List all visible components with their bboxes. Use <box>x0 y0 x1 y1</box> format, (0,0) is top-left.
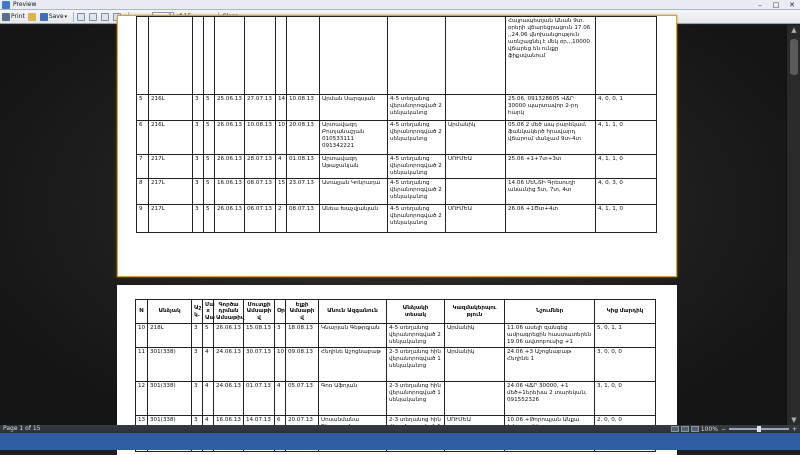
table-cell: 14.06 ՄեՆՏԻ Գրեսուղի անաւնից 5տ, 7տ, 4տ <box>506 179 596 205</box>
table-cell: 4-5 տեղանոց վերանորոգված 2 սենյականոց <box>388 121 446 155</box>
table-row <box>137 205 657 233</box>
print-label: Print <box>11 13 25 20</box>
table-cell: Ատալյան Կոնրադա <box>320 179 388 205</box>
table-cell <box>446 95 506 121</box>
table-cell: 26.06.13 <box>214 324 244 348</box>
table-cell: 05.07.13 <box>286 382 319 416</box>
scroll-up-icon[interactable]: ▲ <box>791 26 797 34</box>
column-header: Օր <box>275 300 286 324</box>
zoom-level: 100% <box>700 425 718 433</box>
table-cell: 25.06, 091328605 ՎՃՐ 30000 պարտավոր 2-րդ հարկ <box>506 95 596 121</box>
table-cell: Արմանիկ <box>445 348 505 382</box>
table-cell: 20.07.13 <box>286 416 319 452</box>
table-cell: 4, 0, 3, 0 <box>596 179 657 205</box>
table-cell: Անեա Խաչվյանյան <box>320 205 388 233</box>
open-button[interactable] <box>28 11 37 23</box>
table-cell <box>149 17 193 95</box>
table-cell: 3 <box>193 205 204 233</box>
page-view-icon <box>77 13 85 21</box>
status-bar <box>0 425 800 450</box>
table-cell: 5 <box>204 179 215 205</box>
table-cell: 217L <box>149 155 193 179</box>
table-cell <box>596 17 657 95</box>
column-header: Մա x Աա <box>203 300 214 324</box>
printer-icon <box>2 13 10 21</box>
table-cell: 14.07.13 <box>244 416 275 452</box>
column-header: Անձյակի տեսակ <box>387 300 445 324</box>
column-header: Նշումներ <box>505 300 595 324</box>
table-cell: Կնարյան Գեթրգյան <box>319 324 387 348</box>
table-cell: Արմանիկ <box>445 324 505 348</box>
table-cell: 11.06 ասելի զանգեց ամրագրեցին հաստատերեն 19.06 ավտոբուսից +1 <box>505 324 595 348</box>
table-cell <box>287 17 320 95</box>
table-cell: 218L <box>148 324 192 348</box>
close-window-button[interactable]: ✕ <box>789 1 795 9</box>
table-cell: 5 <box>204 155 215 179</box>
table-cell <box>276 17 287 95</box>
page-status: Page 1 of 15 <box>3 425 41 432</box>
table-cell: 06.07.13 <box>245 205 276 233</box>
table-row <box>136 348 656 382</box>
table-cell: 30.07.13 <box>244 348 275 382</box>
table-row <box>136 382 656 416</box>
column-header: Գործա դրման Ամսաթիվ <box>214 300 244 324</box>
data-table <box>136 16 657 233</box>
table-cell: 216L <box>149 121 193 155</box>
table-cell: 5 <box>203 324 214 348</box>
multi-page-icon[interactable] <box>681 426 689 432</box>
table-cell: 216L <box>149 95 193 121</box>
table-cell: Հեղինե Աշոցնաբաթ <box>319 348 387 382</box>
table-cell: 3 <box>193 121 204 155</box>
table-cell: 05.06 2 մեծ ապ բարեկամ, ֆանկակերծ հրավարդ վճարում մանչամ 9տ-4տ <box>506 121 596 155</box>
table-cell <box>446 179 506 205</box>
table-cell: 3, 0, 0, 0 <box>595 348 656 382</box>
table-cell: 11 <box>136 348 148 382</box>
title-bar <box>0 0 800 10</box>
table-cell: 24.06 ՎՃՐ 30000, +1 մեծ+1երեխա 2 տարեկան, 091552326 <box>505 382 595 416</box>
table-row <box>137 155 657 179</box>
table-cell: ՍՈՒՄԵԱ <box>446 205 506 233</box>
table-cell: 217L <box>149 179 193 205</box>
table-cell: 24.06.13 <box>214 348 244 382</box>
minimize-button[interactable]: – <box>758 1 762 9</box>
table-cell: 5 <box>204 121 215 155</box>
table-cell: 3 <box>192 348 203 382</box>
table-cell: 4-5 տեղանոց վերանորոգված 2 սենյականոց <box>388 179 446 205</box>
table-cell: 2-3 տեղանոց հին վերանորոգված 1 սենյականոց <box>387 382 445 416</box>
table-cell: 24.06 +3 Աշոցնաբաթ Հեղինե 1 <box>505 348 595 382</box>
floppy-icon <box>40 13 48 21</box>
table-cell: 4 <box>203 348 214 382</box>
table-cell: 3, 1, 0, 0 <box>595 382 656 416</box>
table-cell: 301(338) <box>148 382 192 416</box>
table-cell: 6 <box>137 121 149 155</box>
table-cell <box>193 17 204 95</box>
table-cell: 9 <box>137 205 149 233</box>
table-cell: 01.07.13 <box>244 382 275 416</box>
zoom-control <box>671 425 797 433</box>
table-row <box>137 121 657 155</box>
view-button-1[interactable] <box>77 11 86 23</box>
table-cell: 10 <box>136 324 148 348</box>
table-cell: 5 <box>204 95 215 121</box>
table-cell: 4 <box>275 382 286 416</box>
table-cell <box>215 17 245 95</box>
table-cell: Արմանիկ <box>446 121 506 155</box>
table-cell: 4 <box>276 155 287 179</box>
table-cell: 10.08.13 <box>245 121 276 155</box>
table-cell: 01.08.13 <box>287 155 320 179</box>
table-cell: 3 <box>193 95 204 121</box>
table-cell <box>204 17 215 95</box>
print-button[interactable] <box>2 11 25 23</box>
table-cell: 2-3 տեղանոց հին վերանորոգված 1 սենյականոց <box>387 348 445 382</box>
table-cell: Արման Սարգսյան <box>320 95 388 121</box>
table-cell: 3 <box>192 324 203 348</box>
table-cell: 3 <box>193 155 204 179</box>
zoom-in-icon[interactable]: + <box>791 425 797 433</box>
column-header: Կից մարդիկ <box>595 300 656 324</box>
zoom-fit-icon <box>101 13 109 21</box>
window-controls <box>752 0 800 10</box>
table-cell: 4-5 տեղանոց վերանորոգված 2 սենյականոց <box>388 205 446 233</box>
table-cell: Գոռ Աֆոյան <box>319 382 387 416</box>
table-cell: 2-3 տեղանոց հին <box>387 416 445 452</box>
table-cell: 24.06.13 <box>214 382 244 416</box>
table-row <box>137 95 657 121</box>
table-cell: 18.08.13 <box>286 324 319 348</box>
two-page-view-icon <box>89 13 97 21</box>
table-cell: 20.08.13 <box>287 121 320 155</box>
table-cell: 2, 0, 0, 0 <box>595 416 656 452</box>
table-cell: 6 <box>275 416 286 452</box>
table-cell: Արտավազդ Աթաջանյան <box>320 155 388 179</box>
table-cell: 4-5 տեղանոց վերանորոգված 2 սենյականոց <box>388 155 446 179</box>
column-header: Ելքի Ամսաթի վ <box>286 300 319 324</box>
save-label: Save <box>48 13 64 20</box>
table-cell: ՍՈՒՄԵԱ <box>445 416 505 452</box>
table-cell <box>245 17 276 95</box>
table-cell: Հայրապետյան Անան 9տ. օրերի վճարեցրացուն 17.06 ,,24.06 վնոխանցություն առնշացնել է մեկ օր,,,10000 վճարեց են ունքը ֆիքսվանում <box>506 17 596 95</box>
scroll-down-icon[interactable]: ▼ <box>791 416 797 424</box>
table-cell: 13 <box>136 416 148 452</box>
table-cell: 4, 0, 0, 1 <box>596 95 657 121</box>
table-cell: 301(338) <box>148 348 192 382</box>
column-header: Անուն Ազգանուն <box>319 300 387 324</box>
table-cell: 08.07.13 <box>245 179 276 205</box>
table-cell: 5 <box>137 95 149 121</box>
table-cell: 4, 1, 1, 0 <box>596 155 657 179</box>
table-cell <box>137 17 149 95</box>
table-cell: 10.06 +Թորոպյան Անքա <box>505 416 595 452</box>
table-cell: 7 <box>137 155 149 179</box>
table-cell: 4-5 տեղանոց վերանորոգված 2 սենյականոց <box>387 324 445 348</box>
table-cell: 27.07.13 <box>245 95 276 121</box>
table-cell: 26.06.13 <box>215 205 245 233</box>
table-cell: 26.06.13 <box>215 155 245 179</box>
table-cell: 5 <box>204 205 215 233</box>
table-cell <box>446 17 506 95</box>
toolbar-separator <box>73 12 74 22</box>
document-viewer[interactable] <box>0 18 786 425</box>
table-cell: 301(338) <box>148 416 192 452</box>
table-cell: 3 <box>193 179 204 205</box>
save-button[interactable] <box>40 11 67 23</box>
table-cell: 3 <box>192 416 203 452</box>
table-cell: 2 <box>276 205 287 233</box>
table-cell: 10 <box>275 348 286 382</box>
table-row <box>136 324 656 348</box>
fit-width-icon[interactable] <box>691 426 699 432</box>
table-cell: 4, 1, 1, 0 <box>596 205 657 233</box>
vertical-scrollbar[interactable] <box>786 25 800 425</box>
table-cell: 3 <box>192 382 203 416</box>
app-icon <box>2 1 10 9</box>
table-cell: 5, 0, 1, 1 <box>595 324 656 348</box>
table-cell: 15.08.13 <box>244 324 275 348</box>
table-cell: 14 <box>276 95 287 121</box>
chevron-down-icon: ▾ <box>64 13 68 20</box>
table-cell: Սոսանմանա <box>319 416 387 452</box>
table-cell: 25.06.13 <box>215 95 245 121</box>
maximize-button[interactable]: □ <box>772 1 780 9</box>
table-cell: 16.06.13 <box>215 179 245 205</box>
zoom-slider-thumb[interactable] <box>757 426 761 432</box>
table-cell: 4-5 տեղանոց վերանորոգված 2 սենյականոց <box>388 95 446 121</box>
table-cell: 08.07.13 <box>287 205 320 233</box>
view-button-3[interactable] <box>101 11 110 23</box>
single-page-icon[interactable] <box>671 426 679 432</box>
table-cell: 217L <box>149 205 193 233</box>
document-page <box>117 15 677 277</box>
column-header: Մուտքի Ամսաթի վ <box>244 300 275 324</box>
table-cell: 4, 1, 1, 0 <box>596 121 657 155</box>
window-title: Preview <box>13 1 37 8</box>
column-header: Աշ կ. <box>192 300 203 324</box>
zoom-out-icon[interactable]: − <box>720 425 726 433</box>
table-cell: 16.06.13 <box>214 416 244 452</box>
table-cell: 12 <box>136 382 148 416</box>
table-cell: 28.07.13 <box>245 155 276 179</box>
table-cell <box>445 382 505 416</box>
view-button-2[interactable] <box>89 11 98 23</box>
table-cell: 8 <box>137 179 149 205</box>
table-cell: 09.08.13 <box>286 348 319 382</box>
table-cell: 10.08.13 <box>287 95 320 121</box>
table-cell: 10 <box>276 121 287 155</box>
table-row <box>137 17 657 95</box>
folder-icon <box>28 13 36 21</box>
table-cell: 4 <box>203 382 214 416</box>
table-cell: 15 <box>276 179 287 205</box>
table-cell <box>320 17 388 95</box>
table-cell: 23.07.13 <box>287 179 320 205</box>
column-header: N <box>136 300 148 324</box>
table-cell: Արտավազդ Բոտյանաշյան 010533111 091342221 <box>320 121 388 155</box>
table-cell: 26.06 +1Ծտ+4տ <box>506 205 596 233</box>
table-cell: 4 <box>203 416 214 452</box>
table-header-row <box>136 300 656 324</box>
column-header: Կազմակերպու թյուն <box>445 300 505 324</box>
zoom-slider[interactable] <box>729 428 789 430</box>
table-row <box>137 179 657 205</box>
table-cell <box>388 17 446 95</box>
scrollbar-thumb[interactable] <box>790 39 798 75</box>
table-cell: 26.06.13 <box>215 121 245 155</box>
table-cell: 25.06 +1+7տ+3տ <box>506 155 596 179</box>
taskbar-strip <box>0 433 800 450</box>
table-cell: 3 <box>275 324 286 348</box>
column-header: Անձյակ <box>148 300 192 324</box>
table-cell: ՍՈՒՄԵԱ <box>446 155 506 179</box>
